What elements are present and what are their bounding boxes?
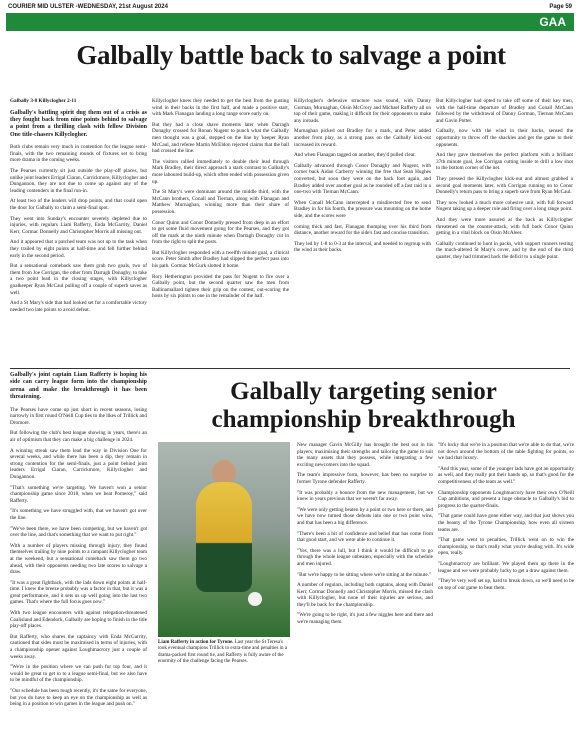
paragraph: "It's something we have struggled with, that we haven't got over the line. — [10, 508, 147, 521]
paragraph: "It was a great fightback, with the lads down eight points at half-time. I knew the breeze probably was a factor in that, but it was a great performance, and it sets us up well going into the last two games. That's where the full focus goes now." — [10, 579, 147, 606]
paragraph: At least two of the leaders will drop points, and that could open the door for Galbally to claim a semi-final spot. — [10, 198, 147, 211]
paragraph: Rory Hetherington provided the pass for Nugent to fire over a Galbally point, but the second quarter saw the men from Ballinamallard tighten their grip on the contest, out-scoring the hosts by six points to one in the remainder of the half. — [152, 273, 289, 300]
caption-text: Last year the St Teresa's took eventual champions Trillick to extra-time and penalties in a drama-packed first round tie, and Rafferty is fully aware of the enormity of the challenge facing the Pearses. — [158, 640, 287, 665]
page-number: Page 59 — [549, 4, 572, 10]
paragraph: "That game could have gone either way, and that just shows you the beauty of the Tyrone Championship, how even all sixteen teams are. — [438, 513, 574, 533]
paragraph: "That game went to penalties, Trillick went on to win the championship, so that's really what you're dealing with. It's wide open, really. — [438, 537, 574, 557]
paragraph: Galbally continued to hunt in packs, with support runners testing the much-altered St Mary's cover, and by the end of the third quarter, they had trimmed back the deficit to a single point. — [436, 240, 573, 260]
story1-column-2 — [152, 98, 289, 304]
paragraph: And they were more assured at the back as Killyclogher threatened on the counter-attack, with full back Conor Quinn getting in a vital block on Oisin McAleer. — [436, 216, 573, 237]
paragraph: But Killyclogher responded with a twelfth minute goal, a clinical score. Peter Smith after Bradley had slipped the perfect pass into his path. Cormac McGurk slotted it home. — [152, 249, 289, 270]
paragraph: The visitors rallied immediately to double their lead through Mark Bradley, their direct approach a stark contrast to Galbally's more laboured build-up, which often ended with possession given up. — [152, 158, 289, 185]
paragraph: Killyclogher knew they needed to get the best from the gusting wind in their backs in the first half, and made a positive start, with Mark Flanagan landing a long range score early on. — [152, 98, 289, 118]
paragraph: "We were only getting beaten by a point or two here or there, and we have now turned those defeats into one or two point wins, and that has been a big difference. — [297, 506, 433, 526]
paragraph: "It's lucky that we're in a position that we're able to do that, we're not down around the bottom of the table fighting for points, so we had that luxury. — [438, 442, 574, 462]
paragraph: Killyclogher's defensive structure was sound, with Danny Gorman, Murnaghan, Oisin McCrory and Michael Rafferty all on top of their game, making it difficult for their opponents to make any inroads. — [294, 98, 431, 124]
story1-column-4 — [436, 98, 573, 264]
section-tag: GAA — [539, 15, 566, 29]
photo-caption — [158, 640, 290, 666]
story2-standfirst: Galbally's joint captain Liam Rafferty is hoping his side can carry league form into the championship arena and make the breakthrough it has been threatening. — [10, 372, 147, 401]
paragraph: New manager Gavin McGilly has brought the best out in his players, maximising their strengths and tailoring the game to suit the many assets that they possess, while integrating a few exciting newcomers into the squad. — [297, 442, 433, 468]
paragraph: With a number of players missing through injury, they found themselves trailing by nine points to a rampant Killyclogher team at the weekend, but a sensational comeback saw them go two ahead, with their opponents needing two late scores to salvage a draw. — [10, 542, 147, 576]
paragraph: They went into Sunday's encounter severely depleted due to injuries, with regulars Liam Rafferty, Enda McGarrity, Daniel Kerr, Cormac Donnelly and Christopher Morris all missing out. — [10, 215, 147, 235]
football — [248, 592, 262, 606]
paragraph: "Yes, there was a lull, but I think it would be difficult to go through the whole league unbeaten, especially with the schedule and men injured. — [297, 547, 433, 567]
paragraph: They pressed the Killyclogher kick-out and almost grabbed a second goal moments later, with Corrigan running on to Conor Donnelly's return pass to bring a superb save from Ryan McCaul. — [436, 175, 573, 196]
story2-col1-paragraphs — [10, 407, 147, 708]
paragraph: A winning streak saw them lead the way in Division One for several weeks, and while there has been a dip, they remain in strong contention for the semi-finals, just a point behind joint leaders Errigal Ciaran, Carrickmore, Killyclogher and Dungannon. — [10, 447, 147, 480]
paragraph: But Killyclogher had opted to take off some of their key men, with the half-time departure of Bradley and Conall McCann followed by the withdrawal of Danny Gorman, Tiernan McCann and Gavin Potter. — [436, 98, 573, 124]
story2-body — [10, 372, 574, 732]
paragraph: "They're very well set up, hard to break down, so we'll need to be on top of our game to beat them. — [438, 578, 574, 591]
paragraph: A number of regulars, including both captains, along with Daniel Kerr, Cormac Donnelly and Christopher Morris, missed the clash with Killyclogher, but none of their injuries are serious, and they'll be back for the championship. — [297, 582, 433, 608]
paragraph: Galbally advanced through Conor Donaghy and Nugent, with corner back Aidan Carberry winning the free that Sean Hughes converted, but soon they were on the back foot again, and Bradley added over another goal as he rounded off a fast raid in a one-two with Tiernan McCann. — [294, 162, 431, 196]
player-photo — [158, 442, 290, 637]
paragraph: The Pearses have come up just short in recent seasons, losing narrowly in first round O'Neill Cup ties to the likes of Trillick and Dromore. — [10, 406, 147, 426]
paragraph: The team's impressive form, however, has been no surprise to former Tyrone defender Rafferty. — [297, 472, 433, 485]
story1-column-1 — [10, 98, 147, 317]
paragraph: And it appeared that a patched team was not up to the task when they trailed by eight points at half-time and fell further behind early in the second period. — [10, 239, 147, 259]
paragraph: "It was probably a bounce from the new management, but we knew in years previous that we weren't far away. — [297, 489, 433, 503]
paragraph: The St Mary's were dominant around the middle third, with the McCann brothers, Conall and Tiernan, along with Flanagan and Matthew Murnaghan, winning more than their share of possession. — [152, 189, 289, 215]
section-band — [6, 13, 574, 31]
story1-col1-paragraphs — [10, 144, 147, 313]
paragraph: But they had a close shave moments later when Darragh Donaghy crossed for Ronan Nugent to punch what the Galbally men thought was a goal, stepped on the line by 'keeper Ryan McCaul, and referee Martin McEldon rejected claims that the ball had crossed the line. — [152, 121, 289, 155]
caption-title: Liam Rafferty in action for Tyrone. — [158, 640, 234, 645]
paragraph: And they gave themselves the perfect platform with a brilliant 37th minute goal, Joe Corrigan cutting inside to drill a low shot to the bottom corner of the net. — [436, 152, 573, 172]
paragraph: Conor Quinn and Conor Donnelly pressed from deep in an effort to get some fluid movement going for the Pearses, and they got off the mark at the ninth minute when Darragh Donaghy cut in from the right to split the posts. — [152, 219, 289, 246]
story1-column-3 — [294, 98, 431, 258]
paragraph: With two league encounters with against relegation-threatened Coalisland and Edendork, Galbally are hoping to finish in the title play-off places. — [10, 610, 148, 630]
story2-column-2 — [297, 442, 433, 630]
paragraph: But a sensational comeback saw them grab two goals, two of them from Joe Corrigan, the other from Darragh Donaghy, to take a two point lead in the closing stages, with Killyclogher goalkeeper Ryan McCaul pulling off a couple of superb saves as well. — [10, 263, 147, 296]
story-divider — [10, 368, 570, 369]
paragraph: When Conall McCann intercepted a misdirected free to send Bradley in for his fourth, the pressure was mounting on the home side, and the scores were — [294, 199, 431, 219]
paragraph: Championship opponents Loughmacrory have their own O'Neill Cup ambitions, and present a huge obstacle to Galbally's bid to progress to the quarter-finals. — [438, 489, 574, 509]
paragraph: "There's been a bit of confidence and belief that has come from that good start, and we were able to continue it. — [297, 530, 433, 544]
story1-standfirst: Galbally's battling spirit dug them out of a crisis as they fought back from nine points behind to salvage a point from a thrilling clash with fellow Division One title-chasers Killyclogher. — [10, 109, 147, 138]
paragraph: "And this year, some of the younger lads have got an opportunity as well, and they really put their hands up, so that's good for the competitiveness of the team as well." — [438, 465, 574, 485]
story1-body — [10, 98, 573, 366]
page-header — [6, 3, 574, 13]
paragraph: Both clubs remain very much in contention for the league semi-finals, with the two remaining rounds of fixtures set to bring more drama in the coming weeks. — [10, 144, 147, 164]
paragraph: "But we're happy to be sitting where we're sitting at the minute." — [297, 571, 432, 578]
paragraph: And a St Mary's side that had looked set for a comfortable victory needed two late points to avoid defeat. — [10, 300, 147, 313]
story1-byline: Galbally 3-8 Killyclogher 2-11 — [10, 98, 77, 104]
paper-dateline: COURIER MID ULSTER -WEDNESDAY, 21st August 2024 — [8, 4, 168, 10]
paragraph: They now looked a much more cohesive unit, with full forward Nugent taking up a deeper role and firing over a long range point. — [436, 199, 573, 213]
paragraph: And when Flanagan tagged on another, they'd pulled clear. — [294, 152, 416, 159]
paragraph: "We're in the position where we can push for top four, and it would be great to get in to a league semi-final, but we also have to be mindful of the championship. — [10, 664, 147, 684]
paragraph: Galbally, now with the wind in their backs, sensed the opportunity to throw off the shackles and get the game to their opponents. — [436, 128, 573, 148]
paragraph: "That's something we're targeting. We haven't won a senior championship game since 2018, when we beat Pomeroy," said Rafferty. — [10, 484, 147, 504]
paragraph: But Rafferty, who shares the captaincy with Enda McGarrity, cautioned that sides must be maximised in terms of injuries, with a championship opener against Loughmacrory just a couple of weeks away. — [10, 633, 147, 660]
paragraph: But following the club's best league showing in years, there's an air of optimism that they can make a big challenge in 2024. — [10, 430, 147, 443]
paragraph: "Our schedule has been tough recently, it's the same for everyone, but you do have to keep an eye on the championship as well as being in a position to win games in the league and push on." — [10, 688, 147, 708]
player-figure — [196, 482, 252, 592]
paragraph: They led by 1-8 to 0-3 at the interval, and needed to regroup with the wind at their backs. — [294, 240, 431, 254]
paragraph: "Loughmacrory are brilliant. We played them up there in the league and we were probably lucky to get a draw against them. — [438, 560, 574, 574]
story2-headline: Galbally targeting senior championship breakthrough — [211, 378, 516, 433]
paragraph: Murnaghan picked out Bradley for a mark, and Peter added another from play, as a strong pass on the Galbally kick-out increased its reward. — [294, 128, 431, 148]
paragraph: "We've been there, we have been competing, but we haven't got over the line, and that's something that we want to put right." — [10, 525, 147, 539]
story2-column-3 — [438, 442, 574, 595]
paragraph: The Pearses currently sit just outside the play-off places, but unlike joint leaders Errigal Ciaran, Carrickmore, Killyclogher and Dungannon, they are not due to come up against any of the leading contenders in the final run-in. — [10, 168, 147, 194]
story1-headline: Galbally battle back to salvage a point — [76, 40, 506, 70]
paragraph: coming thick and fast, Flanagan thumping over his third from distance, another reward for the side's fast and concise transition. — [294, 223, 431, 237]
story2-column-1 — [10, 372, 147, 712]
paragraph: "We're going to be right, it's just a few niggles here and there and we're managing them. — [297, 612, 433, 626]
